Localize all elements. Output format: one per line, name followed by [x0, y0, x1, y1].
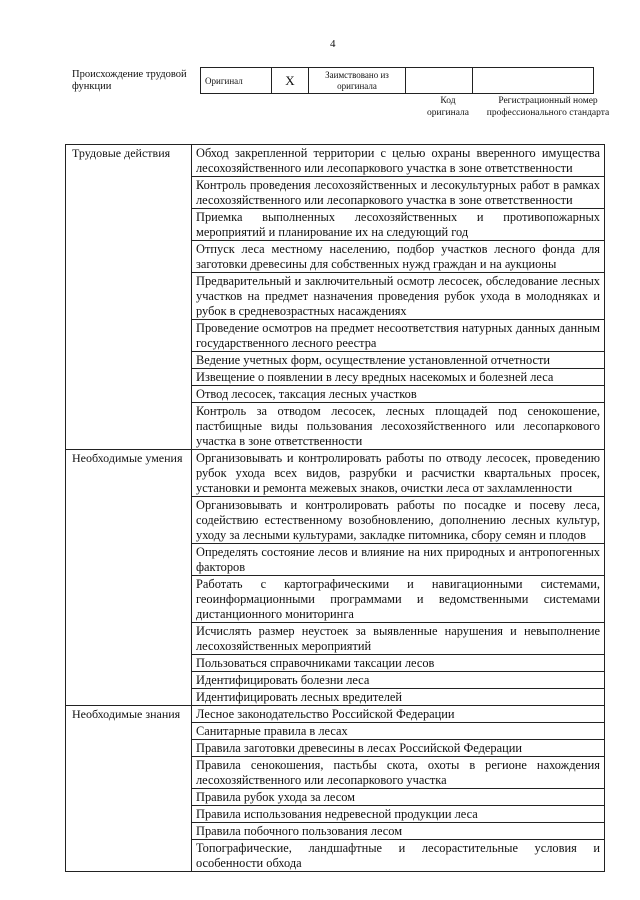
table-cell-item: Пользоваться справочниками таксации лесов	[192, 655, 605, 672]
table-cell-item: Санитарные правила в лесах	[192, 723, 605, 740]
table-cell-item: Отпуск леса местному населению, подбор участков лесного фонда для заготовки древесины для собственных нужд граждан и на аукционы	[192, 241, 605, 273]
table-cell-item: Правила побочного пользования лесом	[192, 823, 605, 840]
table-cell-item: Правила сенокошения, пастьбы скота, охоты в регионе нахождения лесохозяйственного или лесопаркового участка	[192, 757, 605, 789]
table-cell-item: Идентифицировать болезни леса	[192, 672, 605, 689]
code-cell	[406, 68, 473, 94]
table-cell-item: Организовывать и контролировать работы по посадке и посеву леса, содействию естественному возобновлению, дополнению лесных культур, уходу за лесными культурами, закладке питомника, сбору семян и плодов	[192, 497, 605, 544]
section-label: Трудовые действия	[66, 145, 192, 450]
table-cell-item: Приемка выполненных лесохозяйственных и противопожарных мероприятий и планирование их на следующий год	[192, 209, 605, 241]
reg-number-cell	[473, 68, 594, 94]
table-row	[66, 706, 605, 723]
borrowed-cell: Заимствовано из оригинала	[309, 68, 406, 94]
table-cell-item: Ведение учетных форм, осуществление установленной отчетности	[192, 352, 605, 369]
table-cell-item: Извещение о появлении в лесу вредных насекомых и болезней леса	[192, 369, 605, 386]
table-cell-item: Работать с картографическими и навигационными системами, геоинформационными программами и ведомственными системами дистанционного мониторинга	[192, 576, 605, 623]
table-row	[66, 450, 605, 497]
table-cell-item: Идентифицировать лесных вредителей	[192, 689, 605, 706]
page-number: 4	[330, 38, 336, 50]
table-cell-item: Организовывать и контролировать работы по отводу лесосек, проведению рубок ухода всех видов, разрубки и расчистки квартальных просек, установки и ремонта межевых знаков, очистки леса от захламленности	[192, 450, 605, 497]
origin-label: Происхождение трудовой функции	[72, 69, 187, 92]
section-label: Необходимые знания	[66, 706, 192, 872]
origin-table	[200, 67, 594, 94]
function-table	[65, 144, 605, 872]
table-cell-item: Проведение осмотров на предмет несоответствия натурных данных данным государственного лесного реестра	[192, 320, 605, 352]
table-cell-item: Определять состояние лесов и влияние на них природных и антропогенных факторов	[192, 544, 605, 576]
table-cell-item: Правила рубок ухода за лесом	[192, 789, 605, 806]
table-cell-item: Предварительный и заключительный осмотр лесосек, обследование лесных участков на предмет назначения проведения рубок ухода в молодняках и рубок в средневозрастных насаждениях	[192, 273, 605, 320]
code-caption: Код оригинала	[427, 96, 469, 118]
reg-caption: Регистрационный номер профессионального стандарта	[486, 96, 610, 118]
section-label: Необходимые умения	[66, 450, 192, 706]
original-cell: Оригинал	[201, 68, 272, 94]
table-cell-item: Отвод лесосек, таксация лесных участков	[192, 386, 605, 403]
table-row	[66, 145, 605, 177]
table-cell-item: Обход закрепленной территории с целью охраны вверенного имущества лесохозяйственного или лесопаркового участка в зоне ответственности	[192, 145, 605, 177]
table-cell-item: Топографические, ландшафтные и лесорастительные условия и особенности обхода	[192, 840, 605, 872]
table-cell-item: Лесное законодательство Российской Федерации	[192, 706, 605, 723]
table-cell-item: Контроль проведения лесохозяйственных и лесокультурных работ в рамках лесохозяйственного или лесопаркового участка в зоне ответственности	[192, 177, 605, 209]
original-mark: X	[272, 68, 309, 94]
table-cell-item: Правила заготовки древесины в лесах Российской Федерации	[192, 740, 605, 757]
table-cell-item: Правила использования недревесной продукции леса	[192, 806, 605, 823]
table-cell-item: Исчислять размер неустоек за выявленные нарушения и невыполнение лесохозяйственных мероприятий	[192, 623, 605, 655]
table-cell-item: Контроль за отводом лесосек, лесных площадей под сенокошение, пастбищные виды пользования лесохозяйственного или лесопаркового участка в зоне ответственности	[192, 403, 605, 450]
